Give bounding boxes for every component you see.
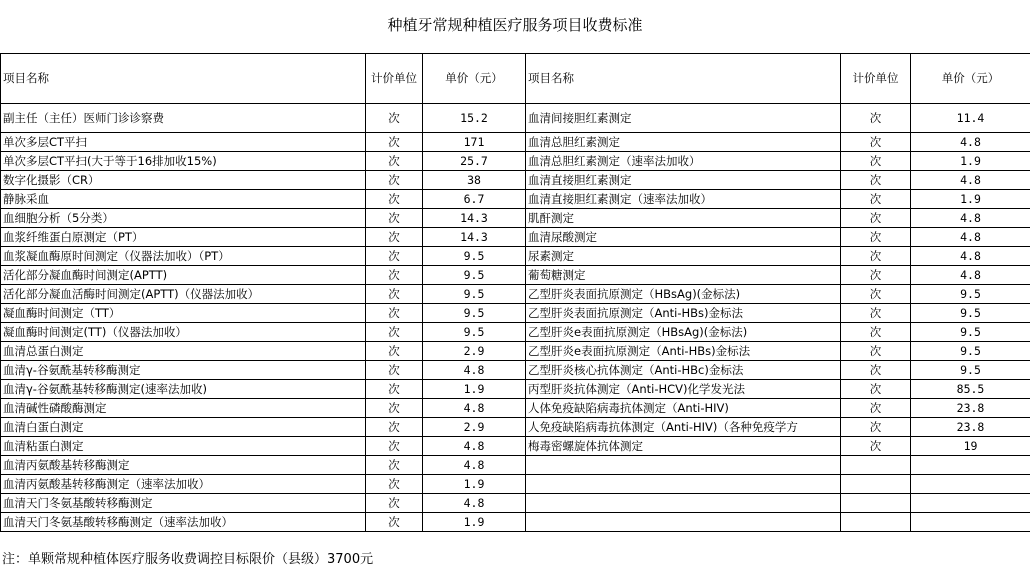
right-name-cell [526,494,841,513]
table-row [1,361,1030,380]
left-unit-cell: 次 [366,437,423,456]
table-row [1,323,1030,342]
left-name-cell: 血清丙氨酸基转移酶测定 [1,456,366,475]
left-price-cell: 4.8 [423,494,526,513]
right-name-cell: 乙型肝炎e表面抗原测定（HBsAg)(金标法) [526,323,841,342]
right-price-cell: 9.5 [911,361,1030,380]
left-price-cell: 25.7 [423,152,526,171]
left-name-cell: 血清天门冬氨基酸转移酶测定（速率法加收） [1,513,366,532]
right-name-cell: 葡萄糖测定 [526,266,841,285]
table-row [1,513,1030,532]
right-price-cell: 4.8 [911,171,1030,190]
right-price-cell [911,494,1030,513]
page-title: 种植牙常规种植医疗服务项目收费标准 [387,16,643,34]
left-name-cell: 活化部分凝血酶时间测定(APTT) [1,266,366,285]
left-price-cell: 38 [423,171,526,190]
header-row [1,54,1030,104]
left-price-cell: 4.8 [423,456,526,475]
left-name-cell: 静脉采血 [1,190,366,209]
left-price-cell: 171 [423,133,526,152]
right-name-cell: 乙型肝炎表面抗原测定（Anti-HBs)金标法 [526,304,841,323]
table-row [1,266,1030,285]
right-name-cell: 血清尿酸测定 [526,228,841,247]
left-unit-cell: 次 [366,494,423,513]
right-price-cell: 9.5 [911,323,1030,342]
right-price-cell: 9.5 [911,342,1030,361]
left-unit-cell: 次 [366,399,423,418]
right-unit-cell [841,494,911,513]
table-row [1,342,1030,361]
right-unit-cell: 次 [841,380,911,399]
left-name-cell: 血清γ-谷氨酰基转移酶测定 [1,361,366,380]
right-price-cell [911,456,1030,475]
left-name-cell: 单次多层CT平扫(大于等于16排加收15%) [1,152,366,171]
left-price-cell: 14.3 [423,209,526,228]
left-price-cell: 2.9 [423,418,526,437]
table-row [1,437,1030,456]
left-price-cell: 1.9 [423,513,526,532]
right-price-cell: 4.8 [911,133,1030,152]
table-row [1,171,1030,190]
left-unit-cell: 次 [366,380,423,399]
right-price-cell: 4.8 [911,209,1030,228]
table-row [1,494,1030,513]
left-name-cell: 副主任（主任）医师门诊诊察费 [1,104,366,133]
right-unit-cell: 次 [841,304,911,323]
table-row [1,475,1030,494]
left-price-cell: 14.3 [423,228,526,247]
left-price-cell: 9.5 [423,304,526,323]
right-unit-cell: 次 [841,247,911,266]
left-unit-cell: 次 [366,513,423,532]
right-unit-cell [841,475,911,494]
right-name-cell: 丙型肝炎抗体测定（Anti-HCV)化学发光法 [526,380,841,399]
right-name-cell: 血清直接胆红素测定 [526,171,841,190]
left-price-cell: 1.9 [423,475,526,494]
left-unit-cell: 次 [366,171,423,190]
header-unit-left: 计价单位 [366,54,423,104]
left-unit-cell: 次 [366,456,423,475]
left-unit-cell: 次 [366,361,423,380]
header-name-right: 项目名称 [526,54,841,104]
right-unit-cell: 次 [841,152,911,171]
header-name-left: 项目名称 [1,54,366,104]
right-name-cell: 人体免疫缺陷病毒抗体测定（Anti-HIV) [526,399,841,418]
right-unit-cell: 次 [841,266,911,285]
right-unit-cell: 次 [841,171,911,190]
table-row [1,380,1030,399]
right-price-cell: 23.8 [911,399,1030,418]
right-name-cell: 肌酐测定 [526,209,841,228]
left-price-cell: 2.9 [423,342,526,361]
left-price-cell: 9.5 [423,266,526,285]
table-row [1,399,1030,418]
table-row [1,228,1030,247]
left-name-cell: 单次多层CT平扫 [1,133,366,152]
right-name-cell: 尿素测定 [526,247,841,266]
right-name-cell: 人免疫缺陷病毒抗体测定（Anti-HIV)（各种免疫学方 [526,418,841,437]
left-name-cell: 血清粘蛋白测定 [1,437,366,456]
left-price-cell: 9.5 [423,247,526,266]
left-price-cell: 15.2 [423,104,526,133]
right-price-cell [911,513,1030,532]
left-name-cell: 血清白蛋白测定 [1,418,366,437]
left-unit-cell: 次 [366,304,423,323]
right-price-cell: 19 [911,437,1030,456]
table-row [1,133,1030,152]
right-unit-cell: 次 [841,228,911,247]
left-name-cell: 活化部分凝血活酶时间测定(APTT)（仪器法加收） [1,285,366,304]
left-name-cell: 血清丙氨酸基转移酶测定（速率法加收） [1,475,366,494]
left-unit-cell: 次 [366,418,423,437]
left-name-cell: 血细胞分析（5分类） [1,209,366,228]
right-unit-cell: 次 [841,190,911,209]
right-price-cell: 4.8 [911,266,1030,285]
left-name-cell: 凝血酶时间测定(TT)（仪器法加收） [1,323,366,342]
left-name-cell: 血清γ-谷氨酰基转移酶测定(速率法加收) [1,380,366,399]
right-name-cell: 梅毒密螺旋体抗体测定 [526,437,841,456]
left-unit-cell: 次 [366,104,423,133]
right-price-cell: 11.4 [911,104,1030,133]
right-price-cell: 1.9 [911,190,1030,209]
left-price-cell: 9.5 [423,285,526,304]
header-unit-right: 计价单位 [841,54,911,104]
header-price-left: 单价（元） [423,54,526,104]
left-unit-cell: 次 [366,342,423,361]
table-row [1,209,1030,228]
left-unit-cell: 次 [366,228,423,247]
table-row [1,456,1030,475]
left-name-cell: 血清碱性磷酸酶测定 [1,399,366,418]
left-name-cell: 凝血酶时间测定（TT） [1,304,366,323]
left-price-cell: 9.5 [423,323,526,342]
left-name-cell: 血浆纤维蛋白原测定（PT） [1,228,366,247]
right-name-cell: 乙型肝炎表面抗原测定（HBsAg)(金标法) [526,285,841,304]
right-unit-cell: 次 [841,285,911,304]
left-unit-cell: 次 [366,266,423,285]
left-unit-cell: 次 [366,190,423,209]
header-price-right: 单价（元） [911,54,1030,104]
right-name-cell [526,475,841,494]
right-unit-cell [841,513,911,532]
left-price-cell: 6.7 [423,190,526,209]
right-price-cell: 4.8 [911,247,1030,266]
right-name-cell: 乙型肝炎核心抗体测定（Anti-HBc)金标法 [526,361,841,380]
left-unit-cell: 次 [366,133,423,152]
right-price-cell: 4.8 [911,228,1030,247]
left-price-cell: 4.8 [423,399,526,418]
right-unit-cell: 次 [841,418,911,437]
left-unit-cell: 次 [366,475,423,494]
right-name-cell: 血清间接胆红素测定 [526,104,841,133]
right-unit-cell: 次 [841,342,911,361]
right-unit-cell [841,456,911,475]
left-unit-cell: 次 [366,152,423,171]
right-unit-cell: 次 [841,361,911,380]
table-row [1,190,1030,209]
fee-table [0,53,1030,532]
footnote: 注：单颗常规种植体医疗服务收费调控目标限价（县级）3700元 [2,552,374,567]
right-name-cell: 乙型肝炎e表面抗原测定（Anti-HBs)金标法 [526,342,841,361]
right-name-cell: 血清直接胆红素测定（速率法加收） [526,190,841,209]
right-price-cell: 9.5 [911,285,1030,304]
left-unit-cell: 次 [366,209,423,228]
table-row [1,247,1030,266]
right-unit-cell: 次 [841,209,911,228]
right-price-cell: 1.9 [911,152,1030,171]
right-unit-cell: 次 [841,323,911,342]
right-price-cell: 9.5 [911,304,1030,323]
table-row [1,285,1030,304]
left-name-cell: 血清天门冬氨基酸转移酶测定 [1,494,366,513]
left-unit-cell: 次 [366,285,423,304]
right-price-cell: 85.5 [911,380,1030,399]
right-price-cell: 23.8 [911,418,1030,437]
left-name-cell: 血清总蛋白测定 [1,342,366,361]
left-price-cell: 4.8 [423,437,526,456]
right-unit-cell: 次 [841,437,911,456]
left-name-cell: 数字化摄影（CR） [1,171,366,190]
right-price-cell [911,475,1030,494]
table-row [1,104,1030,133]
right-name-cell [526,456,841,475]
right-name-cell: 血清总胆红素测定（速率法加收） [526,152,841,171]
right-unit-cell: 次 [841,133,911,152]
fee-table-body [1,54,1030,532]
right-unit-cell: 次 [841,399,911,418]
left-price-cell: 4.8 [423,361,526,380]
left-name-cell: 血浆凝血酶原时间测定（仪器法加收）（PT） [1,247,366,266]
table-row [1,304,1030,323]
table-row [1,152,1030,171]
left-price-cell: 1.9 [423,380,526,399]
left-unit-cell: 次 [366,247,423,266]
right-unit-cell: 次 [841,104,911,133]
table-row [1,418,1030,437]
right-name-cell: 血清总胆红素测定 [526,133,841,152]
right-name-cell [526,513,841,532]
left-unit-cell: 次 [366,323,423,342]
